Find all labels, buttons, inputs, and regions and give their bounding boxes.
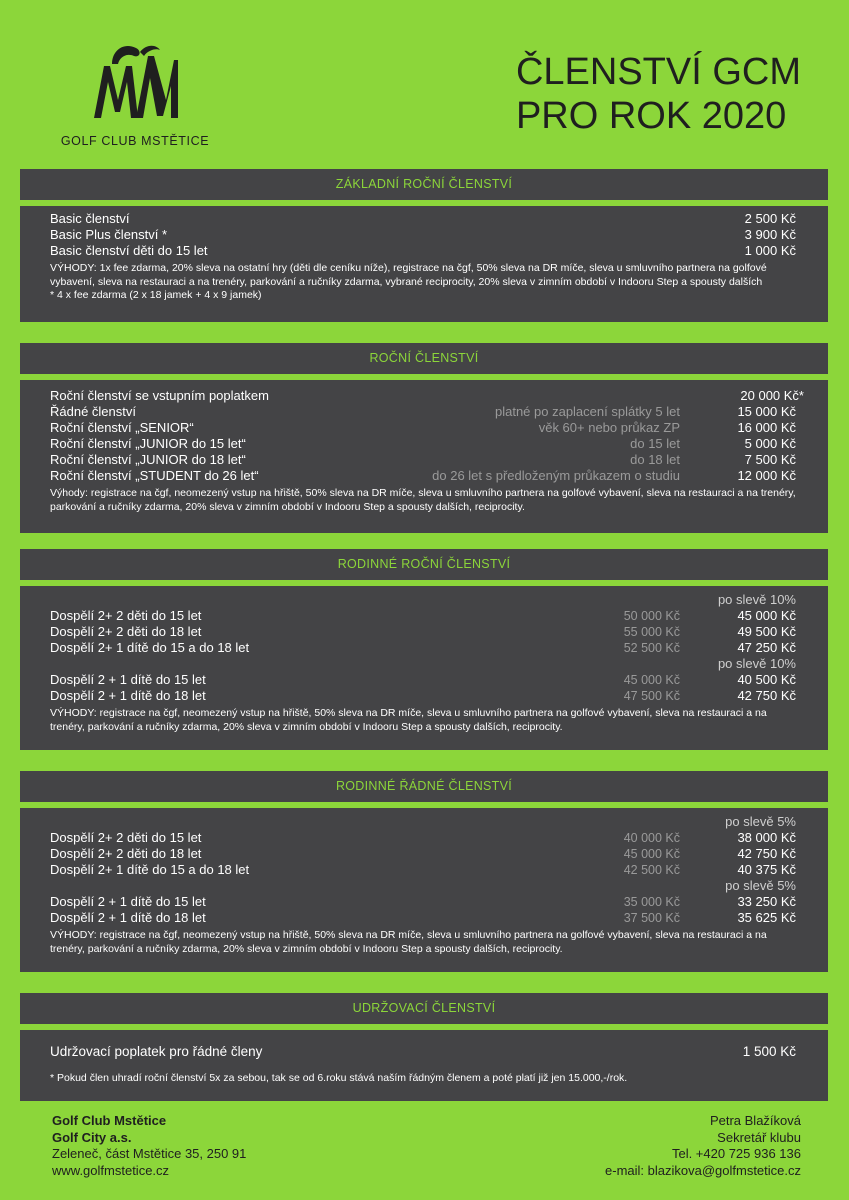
row-label: Roční členství „STUDENT do 26 let“ — [50, 468, 259, 483]
original-price: 52 500 Kč — [623, 641, 680, 655]
original-price: 45 000 Kč — [623, 847, 680, 861]
row-label: Roční členství „SENIOR“ — [50, 420, 194, 435]
row-label: Dospělí 2+ 2 děti do 15 let — [50, 830, 202, 845]
discount-label: po slevě 5% — [725, 814, 796, 829]
footer-club-info — [52, 1113, 246, 1179]
section-body — [20, 380, 828, 533]
price-row — [50, 624, 798, 640]
section-body — [20, 808, 828, 972]
row-price: 20 000 Kč* — [740, 388, 804, 403]
price-row — [50, 227, 798, 243]
price-row — [50, 436, 798, 452]
section-heading: RODINNÉ ROČNÍ ČLENSTVÍ — [20, 549, 828, 580]
original-price: 50 000 Kč — [623, 609, 680, 623]
row-label: Dospělí 2+ 1 dítě do 15 a do 18 let — [50, 862, 250, 877]
section-heading: RODINNÉ ŘÁDNÉ ČLENSTVÍ — [20, 771, 828, 802]
row-price: 16 000 Kč — [737, 420, 796, 435]
row-condition: do 18 let — [630, 452, 680, 467]
price-row — [50, 452, 798, 468]
price-row — [50, 688, 798, 704]
row-price: 15 000 Kč — [737, 404, 796, 419]
row-price: 38 000 Kč — [737, 830, 796, 845]
contact-name: Petra Blažíková — [709, 1113, 801, 1128]
club-logo — [50, 38, 220, 148]
section-heading: ROČNÍ ČLENSTVÍ — [20, 343, 828, 374]
section-body — [20, 206, 828, 322]
contact-email-link[interactable]: e-mail: blazikova@golfmstetice.cz — [605, 1162, 801, 1178]
row-price: 5 000 Kč — [744, 436, 796, 451]
original-price: 35 000 Kč — [623, 895, 680, 909]
row-label: Řádné členství — [50, 404, 136, 419]
contact-role: Sekretář klubu — [717, 1129, 801, 1145]
row-label: Udržovací poplatek pro řádné členy — [50, 1044, 263, 1059]
price-row — [50, 894, 798, 910]
row-price: 42 750 Kč — [737, 688, 796, 703]
row-label: Roční členství se vstupním poplatkem — [50, 388, 269, 403]
section-family-full — [20, 771, 828, 972]
row-label: Dospělí 2+ 2 děti do 18 let — [50, 846, 202, 861]
price-row — [50, 640, 798, 656]
discount-label: po slevě 10% — [717, 656, 796, 671]
price-row — [50, 1044, 798, 1060]
footnote: * Pokud člen uhradí roční členství 5x za sebou, tak se od 6.roku stává naším řádným členem a poté platí již jen 15.000,-/rok. — [50, 1072, 628, 1084]
row-price: 45 000 Kč — [737, 608, 796, 623]
price-row — [50, 846, 798, 862]
price-row — [50, 388, 804, 404]
row-label: Basic členství — [50, 211, 130, 226]
price-row — [50, 404, 798, 420]
price-row — [50, 420, 798, 436]
section-heading: ZÁKLADNÍ ROČNÍ ČLENSTVÍ — [20, 169, 828, 200]
row-price: 35 625 Kč — [737, 910, 796, 925]
row-label: Roční členství „JUNIOR do 18 let“ — [50, 452, 246, 467]
section-annual — [20, 343, 828, 533]
contact-phone: Tel. +420 725 936 136 — [671, 1146, 801, 1161]
price-row — [50, 910, 798, 926]
row-price: 42 750 Kč — [737, 846, 796, 861]
row-label: Dospělí 2 + 1 dítě do 15 let — [50, 672, 206, 687]
page-title — [516, 50, 801, 138]
row-label: Dospělí 2+ 1 dítě do 15 a do 18 let — [50, 640, 250, 655]
original-price: 37 500 Kč — [623, 911, 680, 925]
price-row — [50, 243, 798, 259]
row-label: Dospělí 2 + 1 dítě do 18 let — [50, 688, 206, 703]
row-price: 3 900 Kč — [744, 227, 796, 242]
row-price: 49 500 Kč — [737, 624, 796, 639]
row-price: 40 500 Kč — [737, 672, 796, 687]
original-price: 40 000 Kč — [623, 831, 680, 845]
section-basic — [20, 169, 828, 322]
footer-contact — [605, 1113, 801, 1179]
original-price: 47 500 Kč — [623, 689, 680, 703]
discount-row — [50, 814, 798, 830]
benefits-note: VÝHODY: registrace na čgf, neomezený vstup na hřiště, 50% sleva na DR míče, sleva u smluvního partnera na golfové vybavení, sleva na restauraci a na trenéry, parkování a ručníky zdarma, 20% sleva v zimním období v Indooru Step a spousty dalších, reciprocity. — [50, 929, 767, 955]
discount-row — [50, 878, 798, 894]
benefits-note: VÝHODY: 1x fee zdarma, 20% sleva na ostatní hry (děti dle ceníku níže), registrace na čgf, 50% sleva na DR míče, sleva u smluvního partnera na golfové vybavení, sleva na restauraci a na trenéry, parkování a ručníky zdarma, vybrané reciprocity, 20% sleva v zimním období v Indooru Step a spousty dalších — [50, 262, 767, 288]
discount-label: po slevě 10% — [717, 592, 796, 607]
discount-row — [50, 592, 798, 608]
row-price: 1 000 Kč — [744, 243, 796, 258]
row-price: 2 500 Kč — [744, 211, 796, 226]
row-price: 1 500 Kč — [742, 1044, 796, 1059]
price-row — [50, 672, 798, 688]
row-condition: věk 60+ nebo průkaz ZP — [538, 420, 680, 435]
section-family — [20, 549, 828, 750]
title-line-1: ČLENSTVÍ GCM — [515, 51, 801, 93]
row-label: Basic Plus členství * — [50, 227, 168, 242]
row-condition: do 26 let s předloženým průkazem o studiu — [432, 468, 680, 483]
price-row — [50, 608, 798, 624]
benefits-note: Výhody: registrace na čgf, neomezený vstup na hřiště, 50% sleva na DR míče, sleva u smluvního partnera na golfové vybavení, sleva na restauraci a na trenéry, parkování a ručníky zdarma, 20% sleva v zimním období v Indooru Step a spousty dalších, reciprocity. — [50, 487, 796, 513]
section-maintenance — [20, 993, 828, 1101]
row-label: Dospělí 2+ 2 děti do 15 let — [50, 608, 202, 623]
row-label: Basic členství děti do 15 let — [50, 243, 208, 258]
gcm-logo-mark-icon — [90, 38, 180, 120]
row-condition: do 15 let — [630, 436, 680, 451]
discount-label: po slevě 5% — [725, 878, 796, 893]
original-price: 55 000 Kč — [623, 625, 680, 639]
price-row — [50, 468, 798, 484]
price-row — [50, 830, 798, 846]
original-price: 45 000 Kč — [623, 673, 680, 687]
row-label: Dospělí 2 + 1 dítě do 15 let — [50, 894, 206, 909]
row-condition: platné po zaplacení splátky 5 let — [494, 404, 680, 419]
price-row — [50, 862, 798, 878]
row-label: Roční členství „JUNIOR do 15 let“ — [50, 436, 246, 451]
section-body — [20, 1030, 828, 1101]
footnote: * 4 x fee zdarma (2 x 18 jamek + 4 x 9 jamek) — [50, 289, 262, 301]
row-price: 7 500 Kč — [744, 452, 796, 467]
discount-row — [50, 656, 798, 672]
benefits-note: VÝHODY: registrace na čgf, neomezený vstup na hřiště, 50% sleva na DR míče, sleva u smluvního partnera na golfové vybavení, sleva na restauraci a na trenéry, parkování a ručníky zdarma, 20% sleva v zimním období v Indooru Step a spousty dalších, reciprocity. — [50, 707, 767, 733]
club-website-link[interactable]: www.golfmstetice.cz — [52, 1162, 170, 1178]
section-body — [20, 586, 828, 750]
company-name: Golf City a.s. — [52, 1129, 132, 1145]
price-row — [50, 211, 798, 227]
club-address: Zeleneč, část Mstětice 35, 250 91 — [52, 1146, 247, 1161]
row-price: 40 375 Kč — [737, 862, 796, 877]
row-label: Dospělí 2 + 1 dítě do 18 let — [50, 910, 206, 925]
title-line-2: PRO ROK 2020 — [515, 95, 787, 137]
row-price: 47 250 Kč — [737, 640, 796, 655]
original-price: 42 500 Kč — [623, 863, 680, 877]
row-price: 33 250 Kč — [737, 894, 796, 909]
row-price: 12 000 Kč — [737, 468, 796, 483]
club-name: Golf Club Mstětice — [52, 1113, 167, 1128]
logo-text: GOLF CLUB MSTĚTICE — [60, 134, 210, 148]
section-heading: UDRŽOVACÍ ČLENSTVÍ — [20, 993, 828, 1024]
row-label: Dospělí 2+ 2 děti do 18 let — [50, 624, 202, 639]
